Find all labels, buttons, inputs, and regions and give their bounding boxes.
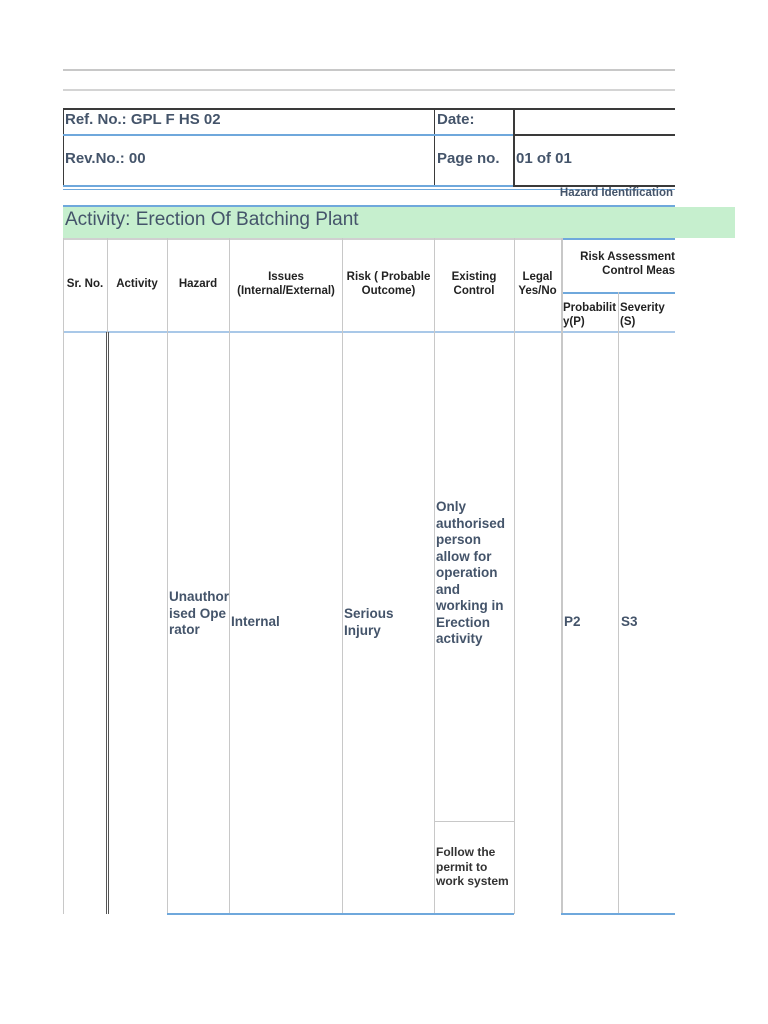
- top-border-right: [561, 238, 675, 240]
- col-header-sr-no: Sr. No.: [66, 278, 104, 290]
- header-mid-border: [63, 134, 514, 136]
- col-header-existing-control: Existing Control: [451, 271, 497, 297]
- col-line-5: [434, 238, 435, 914]
- col-header-issues: Issues (Internal/External): [237, 271, 335, 297]
- col-line-4: [342, 238, 343, 914]
- ref-number: Ref. No.: GPL F HS 02: [65, 111, 221, 128]
- control-divider: [434, 821, 514, 822]
- col-header-hazard: Hazard: [178, 278, 218, 290]
- cell-issues: Internal: [231, 614, 280, 629]
- header-row-bottom: [63, 331, 675, 333]
- cell-existing-control: Only authorised person allow for operation and working in Erection activity: [436, 499, 506, 646]
- header-top-border: [63, 108, 675, 110]
- col-header-probability: Probability(P): [563, 302, 617, 328]
- row-bottom-1: [167, 913, 514, 915]
- hazard-identification-title: Hazard Identification: [559, 187, 673, 199]
- header-mid-border-right: [513, 134, 675, 136]
- activity-title: Activity: Erection Of Batching Plant: [65, 209, 359, 230]
- col-header-risk: Risk ( Probable Outcome): [346, 271, 431, 297]
- header-divider-2: [513, 108, 515, 186]
- cell-existing-control-2: Follow the permit to work system: [436, 845, 509, 888]
- col-line-8: [618, 292, 619, 914]
- revision-number: Rev.No.: 00: [65, 150, 146, 167]
- cell-severity: S3: [621, 614, 638, 629]
- page-label: Page no.: [437, 150, 500, 167]
- col-header-severity: Severity(S): [620, 302, 665, 328]
- top-border: [63, 238, 561, 240]
- col-header-activity: Activity: [116, 278, 158, 290]
- col-line-6: [514, 238, 515, 914]
- cell-hazard: Unauthorised Operator: [169, 589, 229, 637]
- col-line-2: [167, 238, 168, 914]
- cell-probability: P2: [564, 614, 581, 629]
- header-left-border: [63, 108, 64, 186]
- col-header-legal: Legal Yes/No: [518, 271, 557, 297]
- col-line-1-dark: [106, 332, 109, 914]
- row-bottom-2: [561, 913, 675, 915]
- header-bottom-border: [63, 185, 514, 187]
- top-rule-2: [63, 89, 675, 91]
- page-value: 01 of 01: [516, 150, 572, 167]
- col-header-risk-assessment: Risk Assessment Control Meas: [580, 251, 675, 277]
- header-divider-1: [434, 108, 435, 186]
- date-label: Date:: [437, 111, 475, 128]
- top-rule: [63, 69, 675, 71]
- col-line-3: [229, 238, 230, 914]
- col-line-7: [561, 238, 563, 914]
- col-line-0: [63, 238, 64, 914]
- cell-risk: Serious Injury: [344, 606, 394, 638]
